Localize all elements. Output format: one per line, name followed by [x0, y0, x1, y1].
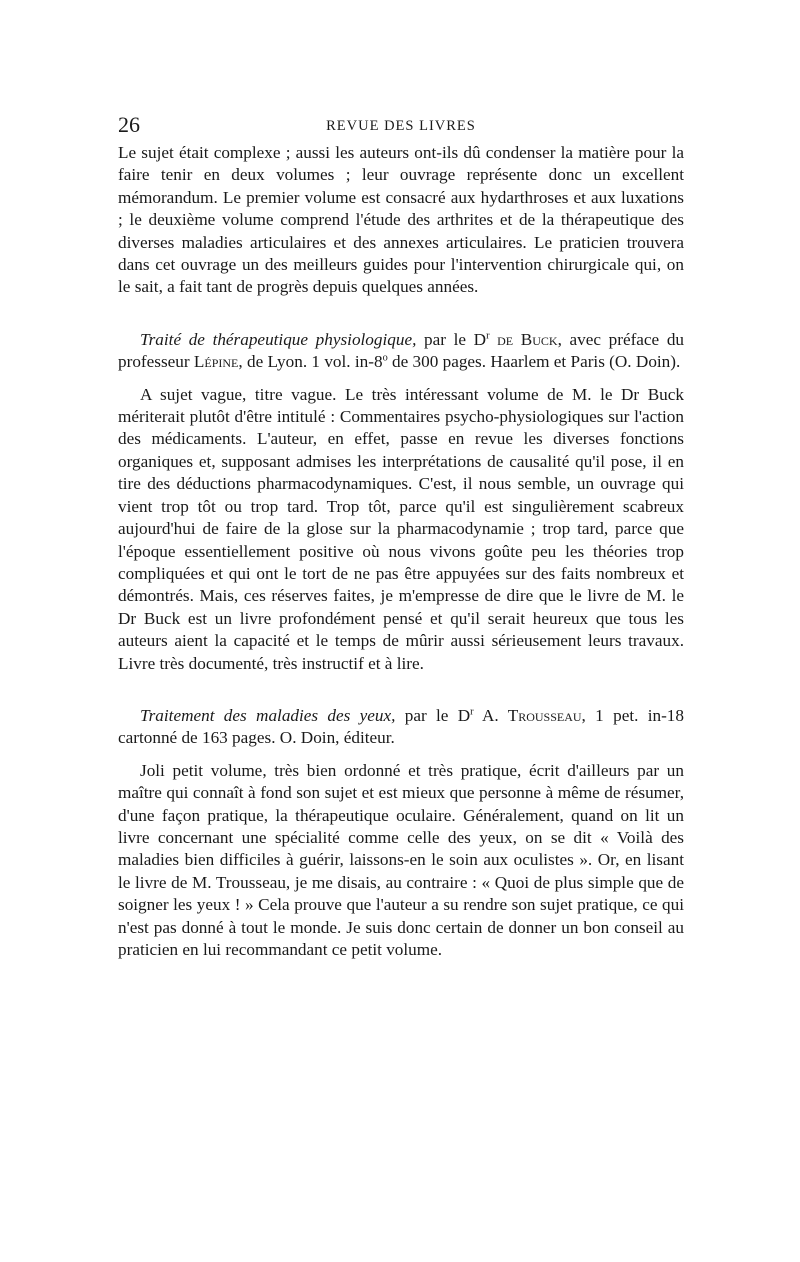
review-1-prefacer: Lépine,	[193, 352, 243, 372]
review-1-by-sup: r	[486, 330, 490, 342]
review-1-details-end: de 300 pages. Haarlem et Paris (O. Doin).	[387, 352, 681, 372]
review-2-body: Joli petit volume, très bien ordonné et très pratique, écrit d'ailleurs par un maître qui connaît à fond son sujet et est mieux que personne à même de résumer, d'une façon pratique, la thérapeutique oculaire. Généralement, quand on lit un livre concernant une spécialité comme celle des yeux, on se dit « Voilà des maladies bien difficiles à guérir, laissons-en le soin aux oculistes ». Or, en lisant le livre de M. Trousseau, je me disais, au contraire : « Quoi de plus simple que de soigner les yeux ! » Cela prouve que l'auteur a su rendre son sujet pratique, ce qui n'est pas donné à tout le monde. Je suis donc certain de donner un bon conseil au praticien en lui recommandant ce petit volume.	[118, 760, 684, 959]
page-header	[118, 112, 684, 142]
review-2-by: par le D	[395, 705, 471, 725]
intro-paragraph: Le sujet était complexe ; aussi les auteurs ont-ils dû condenser la matière pour la faire tenir en deux volumes ; leur ouvrage représente donc un excellent mémorandum. Le premier volume est consacré aux hydarthroses et aux luxations ; le deuxième volume comprend l'étude des arthrites et de la thérapeutique des diverses maladies articulaires et des annexes articulaires. Le praticien trouvera dans cet ouvrage un des meilleurs guides pour l'intervention chirurgicale qui, on le sait, a fait tant de progrès depuis quelques années.	[118, 143, 684, 297]
review-2-author: A. Trousseau,	[473, 705, 586, 725]
review-1-after-author: avec préface du professeur	[118, 329, 685, 372]
review-1-author: de Buck,	[489, 329, 562, 349]
review-1-heading	[118, 329, 684, 374]
book-page	[118, 112, 684, 961]
review-2-title: Traitement des maladies des yeux,	[140, 705, 396, 725]
review-1-title: Traité de thérapeutique physiologique,	[140, 329, 417, 349]
review-2-details: 1 pet. in-18 cartonné de 163 pages. O. Doin, éditeur.	[118, 705, 684, 748]
review-2-heading	[118, 705, 684, 750]
review-1-by: par le D	[416, 329, 487, 349]
review-2-by-sup: r	[470, 706, 474, 718]
review-1-details: de Lyon. 1 vol. in-8	[242, 352, 383, 372]
page-number: 26	[118, 112, 140, 137]
review-1-details-sup: o	[382, 352, 388, 364]
running-title: REVUE DES LIVRES	[326, 118, 476, 134]
review-1-body: A sujet vague, titre vague. Le très intéressant volume de M. le Dr Buck mériterait plutôt d'être intitulé : Commentaires psycho-physiologiques sur l'action des médicaments. L'auteur, en effet, passe en revue les diverses fonctions organiques et, supposant admises les interprétations de causalité qu'il pose, il en tire des déductions pharmacodynamiques. C'est, il nous semble, un ouvrage qui vient trop tôt ou trop tard. Trop tôt, parce qu'il est singulièrement scabreux aujourd'hui de faire de la glose sur la pharmacodynamie ; trop tard, parce que l'époque essentiellement positive où nous vivons goûte peu les théories trop compliquées et qui ont le tort de ne pas être appuyées sur des faits nombreux et démontrés. Mais, ces réserves faites, je m'empresse de dire que le livre de M. le Dr Buck est un livre profondément pensé et qu'il serait heureux que tous les auteurs aient la capacité et le temps de mûrir aussi sérieusement leurs travaux. Livre très documenté, très instructif et à lire.	[118, 384, 684, 673]
